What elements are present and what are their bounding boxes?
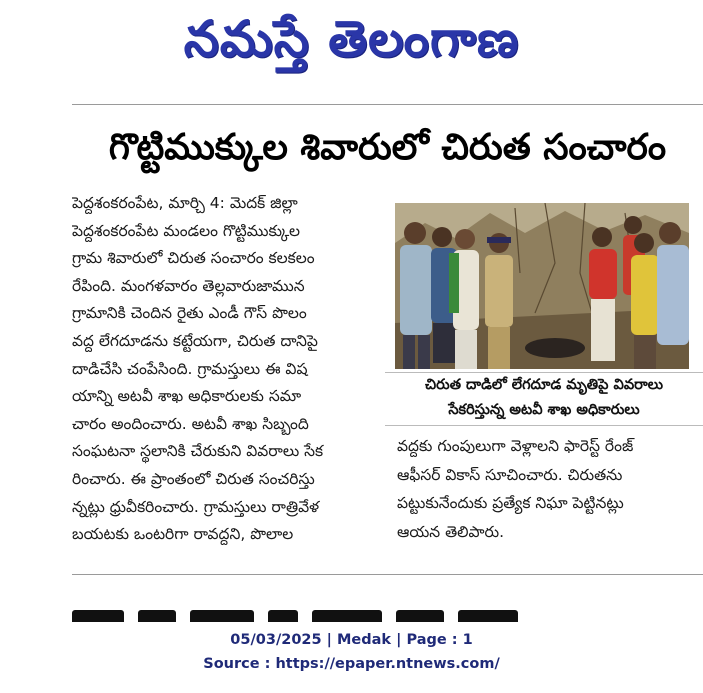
next-article-headline-fragment <box>72 600 703 622</box>
body-line: పెద్దశంకరంపేట మండలం గొట్టిముక్కుల <box>72 221 300 240</box>
body-line: బయటకు ఒంటరిగా రావద్దని, పొలాల <box>72 525 294 544</box>
footer-date-edition: 05/03/2025 | Medak | Page : 1 <box>230 632 473 648</box>
body-line: గ్రామ శివారులో చిరుత సంచారం కలకలం <box>72 249 315 268</box>
bottom-divider <box>72 574 703 575</box>
footer-source: Source : https://epaper.ntnews.com/ <box>203 656 500 672</box>
body-line: యాన్ని అటవీ శాఖ అధికారులకు సమా <box>72 387 302 406</box>
body-line: ఆయన తెలిపారు. <box>397 522 504 541</box>
body-line: ఆఫీసర్ వికాస్ సూచించారు. చిరుతను <box>397 465 623 484</box>
body-line: గ్రామానికి చెందిన రైతు ఎండీ గౌస్ పొలం <box>72 304 307 323</box>
article-body-left-column <box>72 190 370 560</box>
body-line: చారం అందించారు. అటవీ శాఖ సిబ్బంది <box>72 414 309 433</box>
photo-caption <box>385 372 703 426</box>
article-headline: గొట్టిముక్కుల శివారులో చిరుత సంచారం <box>108 127 667 168</box>
article-body-right-column <box>397 432 697 557</box>
newspaper-masthead: నమస్తే తెలంగాణ <box>183 10 520 68</box>
page-footer <box>0 628 703 676</box>
photo-illustration <box>395 203 689 369</box>
body-line: న్నట్లు ధ్రువీకరించారు. గ్రామస్తులు రాత్రివేళ <box>72 497 320 516</box>
top-divider <box>72 104 703 105</box>
caption-line: చిరుత దాడిలో లేగదూడ మృతిపై వివరాలు <box>424 377 664 393</box>
body-line: దాడిచేసి చంపేసింది. గ్రామస్తులు ఈ విష <box>72 359 308 378</box>
body-line: రేపింది. మంగళవారం తెల్లవారుజామున <box>72 276 305 295</box>
article-photo <box>395 203 689 369</box>
body-line: పెద్దశంకరంపేట, మార్చి 4: మెదక్ జిల్లా <box>72 194 298 212</box>
body-line: పట్టుకునేందుకు ప్రత్యేక నిఘా పెట్టినట్లు <box>397 494 624 512</box>
body-line: సంఘటనా స్థలానికి చేరుకుని వివరాలు సేక <box>72 442 324 461</box>
body-line: వద్ద లేగదూడను కట్టేయగా, చిరుత దానిపై <box>72 331 318 350</box>
body-line: వద్దకు గుంపులుగా వెళ్లాలని ఫారెస్ట్ రేంజ్ <box>397 437 634 455</box>
caption-line: సేకరిస్తున్న అటవీ శాఖ అధికారులు <box>448 402 640 418</box>
body-line: రించారు. ఈ ప్రాంతంలో చిరుత సంచరిస్తు <box>72 469 315 488</box>
